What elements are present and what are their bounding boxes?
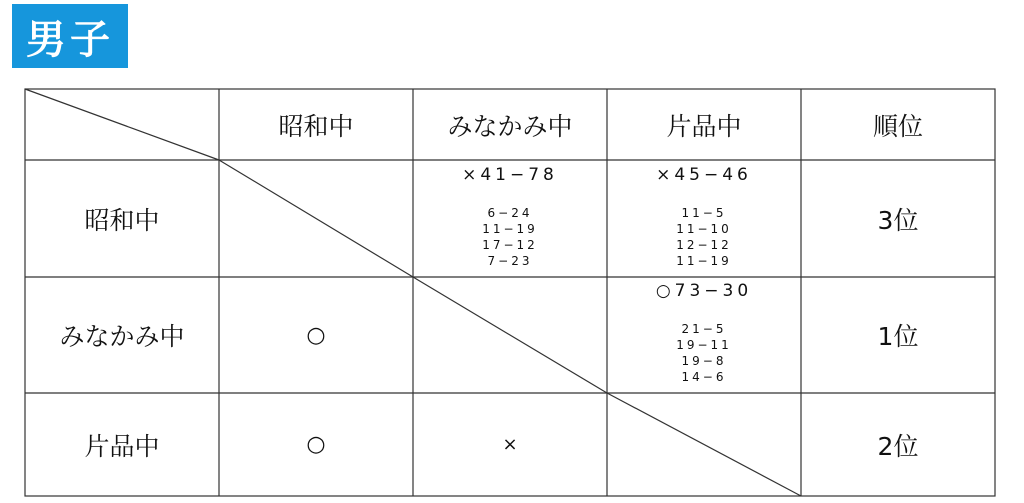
set-score: 6−24	[487, 206, 533, 220]
score-showa-vs-minakami: ×41−78	[462, 165, 558, 185]
section-title: 男子	[12, 4, 128, 68]
set-score: 14−6	[681, 370, 727, 384]
rank-katashina: 2位	[877, 431, 919, 461]
set-score: 12−12	[676, 238, 732, 252]
set-score: 7−23	[487, 254, 533, 268]
score-minakami-vs-katashina: ○73−30	[655, 281, 753, 301]
set-score: 19−8	[681, 354, 727, 368]
row-header-showa: 昭和中	[84, 205, 160, 235]
set-score: 19−11	[676, 338, 732, 352]
row-header-minakami: みなかみ中	[59, 322, 185, 351]
result-katashina-vs-minakami: ×	[502, 434, 518, 455]
result-katashina-vs-showa: ○	[306, 432, 326, 457]
row-header-katashina: 片品中	[84, 431, 160, 461]
sets-showa-vs-minakami	[413, 205, 607, 269]
column-header-rank: 順位	[872, 111, 923, 141]
sets-showa-vs-katashina	[607, 205, 801, 269]
set-score: 11−5	[681, 206, 727, 220]
column-header-minakami: みなかみ中	[447, 111, 573, 141]
column-header-katashina: 片品中	[666, 111, 742, 141]
sets-minakami-vs-katashina	[607, 321, 801, 385]
set-score: 11−10	[676, 222, 732, 236]
score-showa-vs-katashina: ×45−46	[656, 165, 752, 185]
set-score: 11−19	[676, 254, 732, 268]
result-minakami-vs-showa: ○	[306, 322, 326, 348]
set-score: 21−5	[681, 322, 727, 336]
rank-minakami: 1位	[877, 322, 919, 351]
set-score: 17−12	[482, 238, 538, 252]
rank-showa: 3位	[877, 205, 919, 235]
set-score: 11−19	[482, 222, 538, 236]
column-header-showa: 昭和中	[278, 111, 354, 141]
